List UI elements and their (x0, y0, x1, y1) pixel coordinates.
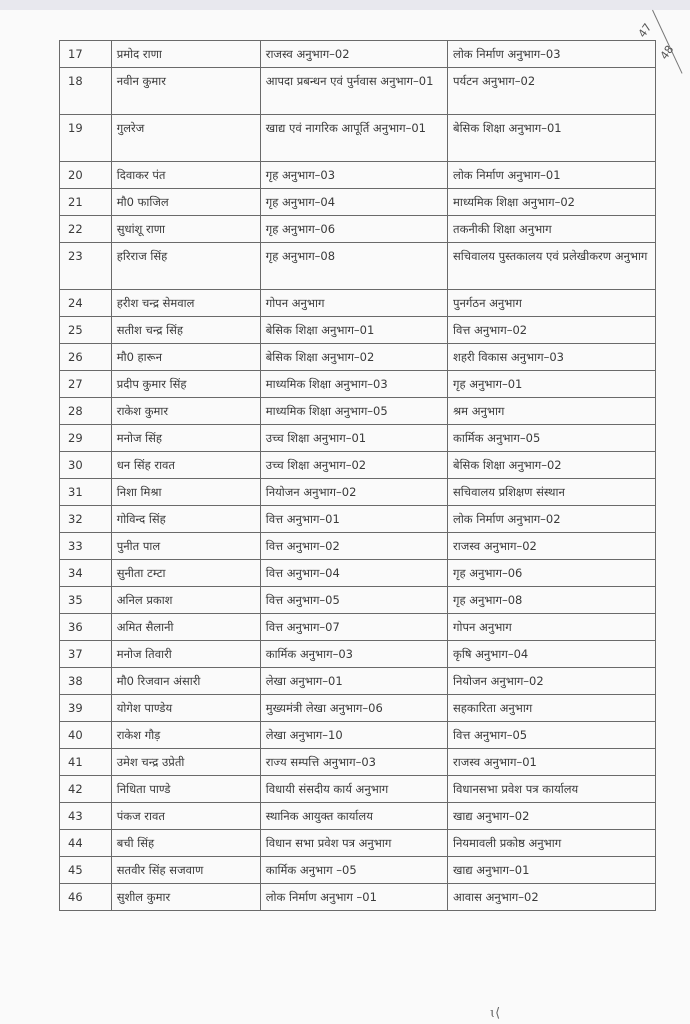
serial-number-cell: 45 (60, 857, 112, 884)
new-section-cell: खाद्य अनुभाग–01 (448, 857, 656, 884)
table-row (60, 479, 656, 506)
employee-name-cell: राकेश गौड़ (111, 722, 260, 749)
table-row (60, 344, 656, 371)
current-section-cell: गृह अनुभाग–03 (260, 162, 447, 189)
new-section-cell: खाद्य अनुभाग–02 (448, 803, 656, 830)
employee-name-cell: सतवीर सिंह सजवाण (111, 857, 260, 884)
employee-name-cell: सुधांशू राणा (111, 216, 260, 243)
serial-number-cell: 28 (60, 398, 112, 425)
table-row (60, 614, 656, 641)
handwritten-mark: ɩ⟨ (490, 1006, 501, 1021)
table-row (60, 216, 656, 243)
employee-name-cell: प्रदीप कुमार सिंह (111, 371, 260, 398)
table-row (60, 115, 656, 162)
current-section-cell: वित्त अनुभाग–04 (260, 560, 447, 587)
employee-name-cell: हरिराज सिंह (111, 243, 260, 290)
serial-number-cell: 38 (60, 668, 112, 695)
current-section-cell: वित्त अनुभाग–05 (260, 587, 447, 614)
serial-number-cell: 46 (60, 884, 112, 911)
employee-name-cell: नवीन कुमार (111, 68, 260, 115)
serial-number-cell: 30 (60, 452, 112, 479)
new-section-cell: राजस्व अनुभाग–02 (448, 533, 656, 560)
employee-name-cell: सतीश चन्द्र सिंह (111, 317, 260, 344)
current-section-cell: विधान सभा प्रवेश पत्र अनुभाग (260, 830, 447, 857)
serial-number-cell: 34 (60, 560, 112, 587)
new-section-cell: गृह अनुभाग–06 (448, 560, 656, 587)
new-section-cell: नियमावली प्रकोष्ठ अनुभाग (448, 830, 656, 857)
employee-name-cell: गुलरेज (111, 115, 260, 162)
transfer-table-body (60, 41, 656, 911)
employee-name-cell: दिवाकर पंत (111, 162, 260, 189)
new-section-cell: पुनर्गठन अनुभाग (448, 290, 656, 317)
new-section-cell: माध्यमिक शिक्षा अनुभाग–02 (448, 189, 656, 216)
current-section-cell: नियोजन अनुभाग–02 (260, 479, 447, 506)
serial-number-cell: 39 (60, 695, 112, 722)
employee-name-cell: मौ0 रिजवान अंसारी (111, 668, 260, 695)
employee-name-cell: निशा मिश्रा (111, 479, 260, 506)
new-section-cell: कार्मिक अनुभाग–05 (448, 425, 656, 452)
serial-number-cell: 25 (60, 317, 112, 344)
serial-number-cell: 22 (60, 216, 112, 243)
current-section-cell: माध्यमिक शिक्षा अनुभाग–05 (260, 398, 447, 425)
current-section-cell: वित्त अनुभाग–02 (260, 533, 447, 560)
table-row (60, 398, 656, 425)
current-section-cell: मुख्यमंत्री लेखा अनुभाग–06 (260, 695, 447, 722)
current-section-cell: बेसिक शिक्षा अनुभाग–01 (260, 317, 447, 344)
current-section-cell: विधायी संसदीय कार्य अनुभाग (260, 776, 447, 803)
new-section-cell: गृह अनुभाग–01 (448, 371, 656, 398)
table-row (60, 189, 656, 216)
serial-number-cell: 35 (60, 587, 112, 614)
serial-number-cell: 32 (60, 506, 112, 533)
serial-number-cell: 21 (60, 189, 112, 216)
new-section-cell: श्रम अनुभाग (448, 398, 656, 425)
serial-number-cell: 24 (60, 290, 112, 317)
serial-number-cell: 26 (60, 344, 112, 371)
employee-name-cell: पंकज रावत (111, 803, 260, 830)
new-section-cell: तकनीकी शिक्षा अनुभाग (448, 216, 656, 243)
table-row (60, 452, 656, 479)
page-number: 48 (657, 43, 677, 62)
employee-name-cell: प्रमोद राणा (111, 41, 260, 68)
employee-name-cell: मौ0 हारून (111, 344, 260, 371)
table-row (60, 695, 656, 722)
new-section-cell: गोपन अनुभाग (448, 614, 656, 641)
table-row (60, 749, 656, 776)
current-section-cell: लेखा अनुभाग–10 (260, 722, 447, 749)
new-section-cell: लोक निर्माण अनुभाग–01 (448, 162, 656, 189)
table-row (60, 243, 656, 290)
transfer-table (59, 40, 656, 911)
employee-name-cell: राकेश कुमार (111, 398, 260, 425)
new-section-cell: गृह अनुभाग–08 (448, 587, 656, 614)
current-section-cell: कार्मिक अनुभाग–03 (260, 641, 447, 668)
new-section-cell: सचिवालय पुस्तकालय एवं प्रलेखीकरण अनुभाग (448, 243, 656, 290)
table-row (60, 506, 656, 533)
new-section-cell: वित्त अनुभाग–02 (448, 317, 656, 344)
employee-name-cell: हरीश चन्द्र सेमवाल (111, 290, 260, 317)
new-section-cell: सहकारिता अनुभाग (448, 695, 656, 722)
table-row (60, 641, 656, 668)
new-section-cell: कृषि अनुभाग–04 (448, 641, 656, 668)
employee-name-cell: पुनीत पाल (111, 533, 260, 560)
serial-number-cell: 19 (60, 115, 112, 162)
current-section-cell: वित्त अनुभाग–07 (260, 614, 447, 641)
table-row (60, 290, 656, 317)
employee-name-cell: निधिता पाण्डे (111, 776, 260, 803)
employee-name-cell: सुशील कुमार (111, 884, 260, 911)
employee-name-cell: मौ0 फाजिल (111, 189, 260, 216)
page-number: 47 (635, 21, 655, 40)
serial-number-cell: 36 (60, 614, 112, 641)
current-section-cell: गोपन अनुभाग (260, 290, 447, 317)
serial-number-cell: 29 (60, 425, 112, 452)
new-section-cell: विधानसभा प्रवेश पत्र कार्यालय (448, 776, 656, 803)
employee-name-cell: धन सिंह रावत (111, 452, 260, 479)
current-section-cell: बेसिक शिक्षा अनुभाग–02 (260, 344, 447, 371)
table-row (60, 41, 656, 68)
new-section-cell: लोक निर्माण अनुभाग–03 (448, 41, 656, 68)
table-row (60, 884, 656, 911)
serial-number-cell: 27 (60, 371, 112, 398)
serial-number-cell: 20 (60, 162, 112, 189)
current-section-cell: राज्य सम्पत्ति अनुभाग–03 (260, 749, 447, 776)
current-section-cell: उच्च शिक्षा अनुभाग–02 (260, 452, 447, 479)
current-section-cell: लेखा अनुभाग–01 (260, 668, 447, 695)
employee-name-cell: सुनीता टम्टा (111, 560, 260, 587)
top-strip (0, 0, 690, 10)
new-section-cell: बेसिक शिक्षा अनुभाग–02 (448, 452, 656, 479)
current-section-cell: लोक निर्माण अनुभाग –01 (260, 884, 447, 911)
serial-number-cell: 18 (60, 68, 112, 115)
current-section-cell: गृह अनुभाग–06 (260, 216, 447, 243)
current-section-cell: माध्यमिक शिक्षा अनुभाग–03 (260, 371, 447, 398)
serial-number-cell: 44 (60, 830, 112, 857)
employee-name-cell: मनोज सिंह (111, 425, 260, 452)
table-row (60, 668, 656, 695)
table-row (60, 803, 656, 830)
new-section-cell: सचिवालय प्रशिक्षण संस्थान (448, 479, 656, 506)
serial-number-cell: 23 (60, 243, 112, 290)
employee-name-cell: बची सिंह (111, 830, 260, 857)
current-section-cell: स्थानिक आयुक्त कार्यालय (260, 803, 447, 830)
table-row (60, 162, 656, 189)
serial-number-cell: 31 (60, 479, 112, 506)
current-section-cell: गृह अनुभाग–08 (260, 243, 447, 290)
new-section-cell: पर्यटन अनुभाग–02 (448, 68, 656, 115)
employee-name-cell: उमेश चन्द्र उप्रेती (111, 749, 260, 776)
current-section-cell: वित्त अनुभाग–01 (260, 506, 447, 533)
table-row (60, 587, 656, 614)
table-row (60, 857, 656, 884)
table-row (60, 425, 656, 452)
table-row (60, 776, 656, 803)
current-section-cell: आपदा प्रबन्धन एवं पुर्नवास अनुभाग–01 (260, 68, 447, 115)
new-section-cell: लोक निर्माण अनुभाग–02 (448, 506, 656, 533)
serial-number-cell: 17 (60, 41, 112, 68)
new-section-cell: बेसिक शिक्षा अनुभाग–01 (448, 115, 656, 162)
current-section-cell: उच्च शिक्षा अनुभाग–01 (260, 425, 447, 452)
serial-number-cell: 40 (60, 722, 112, 749)
table-row (60, 317, 656, 344)
employee-name-cell: मनोज तिवारी (111, 641, 260, 668)
employee-name-cell: अनिल प्रकाश (111, 587, 260, 614)
current-section-cell: खाद्य एवं नागरिक आपूर्ति अनुभाग–01 (260, 115, 447, 162)
current-section-cell: राजस्व अनुभाग–02 (260, 41, 447, 68)
serial-number-cell: 33 (60, 533, 112, 560)
table-row (60, 722, 656, 749)
new-section-cell: आवास अनुभाग–02 (448, 884, 656, 911)
employee-name-cell: योगेश पाण्डेय (111, 695, 260, 722)
table-row (60, 560, 656, 587)
serial-number-cell: 43 (60, 803, 112, 830)
table-row (60, 533, 656, 560)
employee-name-cell: अमित सैलानी (111, 614, 260, 641)
employee-name-cell: गोविन्द सिंह (111, 506, 260, 533)
new-section-cell: राजस्व अनुभाग–01 (448, 749, 656, 776)
current-section-cell: गृह अनुभाग–04 (260, 189, 447, 216)
new-section-cell: शहरी विकास अनुभाग–03 (448, 344, 656, 371)
serial-number-cell: 41 (60, 749, 112, 776)
new-section-cell: नियोजन अनुभाग–02 (448, 668, 656, 695)
current-section-cell: कार्मिक अनुभाग –05 (260, 857, 447, 884)
table-row (60, 830, 656, 857)
table-row (60, 371, 656, 398)
corner-divider (652, 10, 682, 74)
table-row (60, 68, 656, 115)
new-section-cell: वित्त अनुभाग–05 (448, 722, 656, 749)
serial-number-cell: 37 (60, 641, 112, 668)
serial-number-cell: 42 (60, 776, 112, 803)
